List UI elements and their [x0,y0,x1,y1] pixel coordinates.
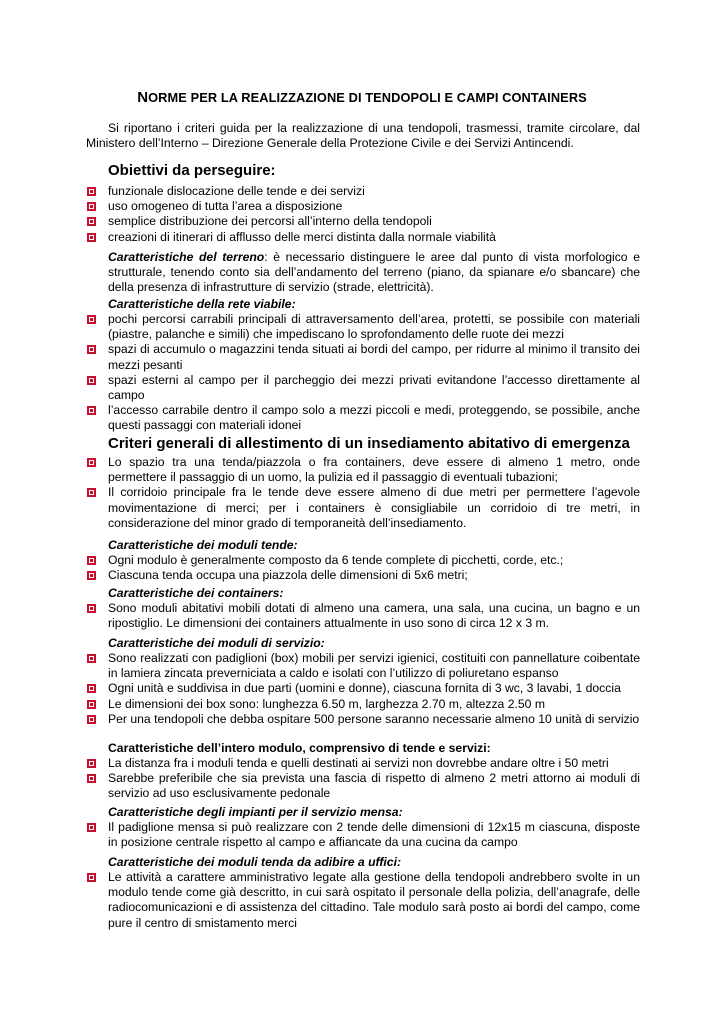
service-modules-list [86,651,640,727]
intro-paragraph: Si riportano i criteri guida per la realizzazione di una tendopoli, trasmessi, tramite circolare, dal Ministero dell’Interno – Direzione Generale della Protezione Civile e dei Servizi Antincendi. [86,121,640,151]
list-item [86,820,640,850]
list-item [86,553,640,568]
whole-module-heading: Caratteristiche dell’intero modulo, comprensivo di tende e servizi: [108,741,491,755]
list-item-text: Ogni modulo è generalmente composto da 6 tende complete di picchetti, corde, etc.; [108,553,564,567]
bullet-icon [87,202,96,211]
service-modules-heading: Caratteristiche dei moduli di servizio: [108,636,325,650]
objectives-list [86,184,640,245]
list-item [86,485,640,531]
bullet-icon [87,774,96,783]
title-initial: N [137,89,149,106]
offices-heading: Caratteristiche dei moduli tenda da adibire a uffici: [108,855,402,869]
bullet-icon [87,700,96,709]
list-item-text: Le dimensioni dei box sono: lunghezza 6.50 m, larghezza 2.70 m, altezza 2.50 m [108,696,545,711]
list-item-text: spazi di accumulo o magazzini tenda situati ai bordi del campo, per ridurre al minimo il transito dei mezzi pesanti [108,342,640,372]
road-network-list [86,312,640,434]
list-item [86,373,640,403]
containers-heading: Caratteristiche dei containers: [108,586,284,600]
list-item [86,870,640,931]
list-item [86,568,640,583]
list-item [86,199,640,214]
list-item [86,403,640,433]
list-item [86,230,640,245]
terrain-label: Caratteristiche del terreno [108,250,265,264]
list-item-text: semplice distribuzione dei percorsi all’interno della tendopoli [108,214,432,229]
list-item [86,771,640,801]
canteen-list [86,820,640,850]
title-rest: ORME PER LA REALIZZAZIONE DI TENDOPOLI E CAMPI CONTAINERS [148,90,587,105]
list-item-text: Ciascuna tenda occupa una piazzola delle dimensioni di 5x6 metri; [108,568,468,583]
list-item [86,601,640,631]
road-network-heading: Caratteristiche della rete viabile: [108,297,296,311]
tent-modules-list [86,553,640,583]
list-item-text: spazi esterni al campo per il parcheggio dei mezzi privati evitandone l’accesso direttamente al campo [108,372,640,403]
containers-list [86,601,640,631]
list-item-text: Il padiglione mensa si può realizzare con 2 tende delle dimensioni di 12x15 m ciascuna, disposte in posizione centrale rispetto al campo e affiancate da una cucina da campo [108,820,640,850]
list-item [86,756,640,771]
list-item-text: La distanza fra i moduli tenda e quelli destinati ai servizi non dovrebbe andare oltre i 50 metri [108,756,609,770]
bullet-icon [87,556,96,565]
offices-list [86,870,640,931]
list-item [86,214,640,229]
list-item-text: Lo spazio tra una tenda/piazzola o fra containers, deve essere di almeno 1 metro, onde permettere il passaggio di un uomo, la pulizia ed il passaggio di eventuali tubazioni; [108,455,640,485]
list-item-text: pochi percorsi carrabili principali di attraversamento dell’area, protetti, se possibile con materiali (piastre, palanche e simili) che impediscano lo sprofondamento delle ruote dei mezzi [108,312,640,342]
bullet-icon [87,458,96,467]
bullet-icon [87,345,96,354]
bullet-icon [87,315,96,324]
criteria-list [86,455,640,531]
list-item [86,455,640,485]
bullet-icon [87,488,96,497]
list-item-text: l’accesso carrabile dentro il campo solo a mezzi piccoli e medi, proteggendo, se possibile, anche questi passaggi con materiali idonei [108,403,640,433]
document-title [0,90,724,105]
list-item-text: Per una tendopoli che debba ospitare 500 persone saranno necessarie almeno 10 unità di servizio [108,711,640,726]
list-item-text: Sono moduli abitativi mobili dotati di almeno una camera, una sala, una cucina, un bagno e un ripostiglio. Le dimensioni dei containers attualmente in uso sono di circa 12 x 3 m. [108,601,640,631]
list-item-text: Sono realizzati con padiglioni (box) mobili per servizi igienici, costituiti con pannellature coibentate in lamiera zincata preverniciata a caldo e isolati con l’utilizzo di poliuretano espanso [108,651,640,681]
list-item [86,342,640,372]
bullet-icon [87,571,96,580]
bullet-icon [87,376,96,385]
canteen-heading: Caratteristiche degli impianti per il servizio mensa: [108,805,403,819]
terrain-text: : è necessario distinguere le aree dal punto di vista morfologico e strutturale, tenendo conto sia dell’andamento del terreno (piano, da spianare e/o sbancare) che della presenza di infrastrutture di servizio (strade, elettricità). [108,250,640,295]
objectives-heading: Obiettivi da perseguire: [108,162,276,179]
list-item-text: uso omogeneo di tutta l’area a disposizione [108,199,343,214]
bullet-icon [87,604,96,613]
bullet-icon [87,684,96,693]
list-item-text: Sarebbe preferibile che sia prevista una fascia di rispetto di almeno 2 metri attorno ai moduli di servizio ad uso esclusivamente pedonale [108,771,640,801]
list-item [86,651,640,681]
bullet-icon [87,217,96,226]
bullet-icon [87,873,96,882]
list-item [86,184,640,199]
list-item-text: Il corridoio principale fra le tende deve essere almeno di due metri per permettere l’agevole movimentazione di merci; per i containers è consigliabile un corridoio di tre metri, in considerazione del minor grado di temporaneità dell’insediamento. [108,485,640,530]
bullet-icon [87,233,96,242]
list-item [86,681,640,696]
list-item-text: Le attività a carattere amministrativo legate alla gestione della tendopoli andrebbero svolte in un modulo tende come già descritto, in cui sarà ospitato il personale della polizia, dell’anagrafe, delle radiocomunicazioni e di assistenza del cittadino. Tale modulo sarà posto ai bordi del campo, come pure il centro di smistamento merci [108,870,640,930]
criteria-heading: Criteri generali di allestimento di un insediamento abitativo di emergenza [108,435,630,452]
bullet-icon [87,406,96,415]
list-item-text: creazioni di itinerari di afflusso delle merci distinta dalla normale viabilità [108,229,496,244]
bullet-icon [87,759,96,768]
list-item-text: funzionale dislocazione delle tende e dei servizi [108,184,365,198]
bullet-icon [87,654,96,663]
list-item [86,712,640,727]
list-item [86,697,640,712]
whole-module-list [86,756,640,802]
bullet-icon [87,715,96,724]
list-item-text: Ogni unità e suddivisa in due parti (uomini e donne), ciascuna fornita di 3 wc, 3 lavabi, 1 doccia [108,681,621,696]
terrain-paragraph [108,250,640,296]
list-item [86,312,640,342]
tent-modules-heading: Caratteristiche dei moduli tende: [108,538,298,552]
bullet-icon [87,823,96,832]
bullet-icon [87,187,96,196]
